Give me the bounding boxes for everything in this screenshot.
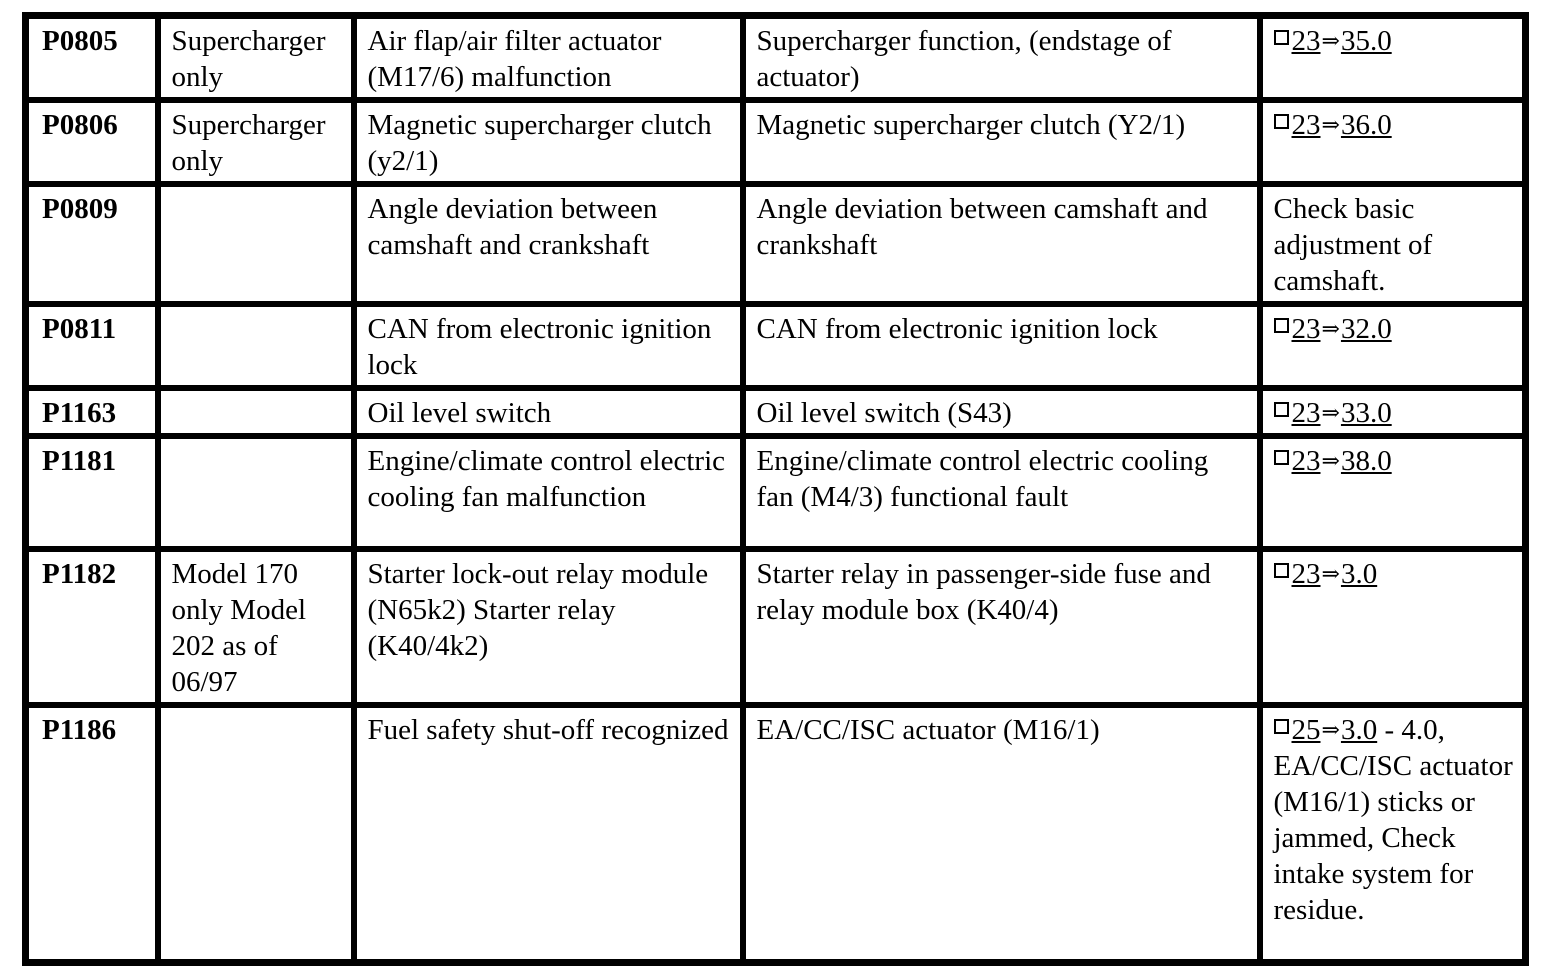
applicability-cell-text: Model 170 only Model 202 as of 06/97 [171,558,307,698]
page-reference-link[interactable]: 36.0 [1340,109,1392,141]
fault-description-cell-text: Fuel safety shut-off recognized [367,714,729,746]
fault-code-cell [26,16,158,101]
fault-description-cell-text: CAN from electronic ignition lock [367,313,712,381]
table-row [26,304,1526,388]
applicability-cell [158,705,354,962]
applicability-cell [158,184,354,304]
page-reference-link[interactable]: 38.0 [1340,445,1392,477]
dtc-table-container [22,12,1522,966]
action-cell [1260,184,1526,304]
fault-code-cell-text: P1163 [42,397,117,429]
checkbox-icon [1274,114,1289,129]
arrow-right-icon: ⇒ [1321,400,1340,425]
action-cell [1260,16,1526,101]
component-cell-text: Oil level switch (S43) [756,397,1012,429]
fault-code-cell [26,100,158,184]
section-reference-link[interactable]: 23 [1291,313,1321,345]
action-cell [1260,100,1526,184]
component-cell [743,100,1260,184]
applicability-cell-text: Supercharger only [171,25,326,93]
applicability-cell-text: Supercharger only [171,109,326,177]
fault-code-cell-text: P0811 [42,313,117,345]
fault-code-cell [26,184,158,304]
table-row [26,705,1526,962]
component-cell [743,16,1260,101]
checkbox-icon [1274,402,1289,417]
arrow-right-icon: ⇒ [1321,112,1340,137]
section-reference-link[interactable]: 23 [1291,25,1321,57]
fault-description-cell-text: Engine/climate control electric cooling fan malfunction [367,445,726,513]
component-cell-text: Angle deviation between camshaft and crankshaft [756,193,1208,261]
section-reference-link[interactable]: 23 [1291,109,1321,141]
table-row [26,388,1526,436]
fault-code-cell [26,304,158,388]
applicability-cell [158,388,354,436]
checkbox-icon [1274,719,1289,734]
fault-code-cell-text: P0805 [42,25,118,57]
table-row [26,549,1526,705]
component-cell [743,184,1260,304]
action-note-text: Check basic adjustment of camshaft. [1273,193,1433,297]
fault-description-cell [354,16,743,101]
section-reference-link[interactable]: 23 [1291,397,1321,429]
fault-description-cell-text: Starter lock-out relay module (N65k2) Starter relay (K40/4k2) [367,558,709,662]
arrow-right-icon: ⇒ [1321,717,1340,742]
component-cell [743,304,1260,388]
fault-description-cell-text: Magnetic supercharger clutch (y2/1) [367,109,712,177]
fault-description-cell [354,705,743,962]
action-cell [1260,388,1526,436]
component-cell [743,705,1260,962]
component-cell [743,436,1260,549]
component-cell [743,388,1260,436]
arrow-right-icon: ⇒ [1321,561,1340,586]
action-cell [1260,705,1526,962]
fault-code-cell-text: P1186 [42,714,117,746]
page-reference-link[interactable]: 33.0 [1340,397,1392,429]
component-cell-text: CAN from electronic ignition lock [756,313,1158,345]
arrow-right-icon: ⇒ [1321,28,1340,53]
action-cell [1260,304,1526,388]
table-row [26,436,1526,549]
fault-description-cell [354,388,743,436]
arrow-right-icon: ⇒ [1321,448,1340,473]
fault-description-cell-text: Angle deviation between camshaft and crankshaft [367,193,658,261]
fault-code-cell [26,388,158,436]
fault-code-cell-text: P0809 [42,193,118,225]
section-reference-link[interactable]: 25 [1291,714,1321,746]
fault-code-cell-text: P0806 [42,109,118,141]
checkbox-icon [1274,318,1289,333]
applicability-cell [158,436,354,549]
page-reference-link[interactable]: 3.0 [1340,714,1378,746]
checkbox-icon [1274,450,1289,465]
applicability-cell [158,304,354,388]
action-cell [1260,436,1526,549]
fault-description-cell [354,304,743,388]
fault-description-cell-text: Air flap/air filter actuator (M17/6) malfunction [367,25,662,93]
checkbox-icon [1274,563,1289,578]
fault-code-cell [26,549,158,705]
fault-description-cell-text: Oil level switch [367,397,552,429]
fault-description-cell [354,549,743,705]
table-row [26,184,1526,304]
section-reference-link[interactable]: 23 [1291,558,1321,590]
page-reference-link[interactable]: 35.0 [1340,25,1392,57]
fault-code-cell [26,705,158,962]
fault-code-table-body [26,16,1526,963]
component-cell-text: EA/CC/ISC actuator (M16/1) [756,714,1100,746]
applicability-cell [158,100,354,184]
component-cell-text: Starter relay in passenger-side fuse and relay module box (K40/4) [756,558,1211,626]
action-note-text: - 4.0, EA/CC/ISC actuator (M16/1) sticks or jammed, Check intake system for residue. [1273,714,1513,926]
fault-code-cell [26,436,158,549]
component-cell-text: Supercharger function, (endstage of actuator) [756,25,1172,93]
page-reference-link[interactable]: 32.0 [1340,313,1392,345]
fault-code-cell-text: P1182 [42,558,117,590]
section-reference-link[interactable]: 23 [1291,445,1321,477]
fault-code-table [22,12,1529,966]
table-row [26,100,1526,184]
component-cell [743,549,1260,705]
page-reference-link[interactable]: 3.0 [1340,558,1378,590]
arrow-right-icon: ⇒ [1321,316,1340,341]
fault-description-cell [354,184,743,304]
applicability-cell [158,549,354,705]
table-row [26,16,1526,101]
component-cell-text: Magnetic supercharger clutch (Y2/1) [756,109,1186,141]
fault-description-cell [354,436,743,549]
action-cell [1260,549,1526,705]
fault-code-cell-text: P1181 [42,445,117,477]
applicability-cell [158,16,354,101]
fault-description-cell [354,100,743,184]
component-cell-text: Engine/climate control electric cooling fan (M4/3) functional fault [756,445,1209,513]
checkbox-icon [1274,30,1289,45]
